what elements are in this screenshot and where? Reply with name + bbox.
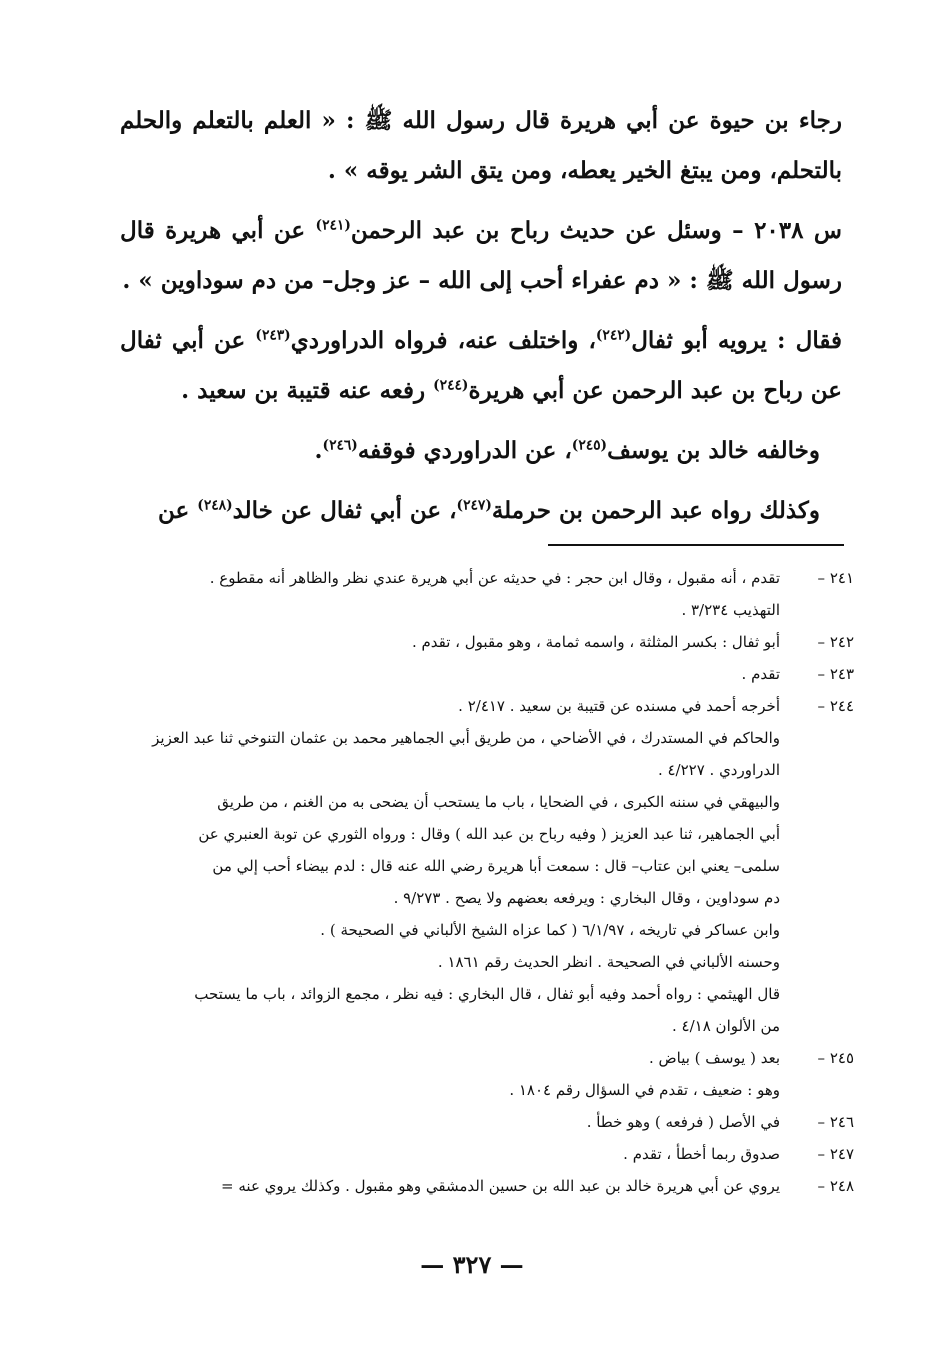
footnote-246 [128,1106,854,1138]
paragraph-text: ، عن الدراوردي فوقفه [357,437,572,464]
footnote-ref[interactable]: (٢٤٢) [595,327,632,344]
footnote-248 [128,1170,854,1202]
footnote-line: الدراوردي . ٤/٢٢٧ . [657,761,780,779]
footnote-ref[interactable]: (٢٤٧) [456,497,492,514]
paragraph-khalid [120,426,842,476]
paragraph-text: وكذلك رواه عبد الرحمن بن حرملة [491,497,820,524]
footnote-ref[interactable]: (٢٤٣) [255,327,291,344]
footnote-line: تقدم ، أنه مقبول ، وقال ابن حجر : في حديثه عن أبي هريرة عندي نظر والظاهر أنه مقطوع . [209,569,780,587]
footnote-line: في الأصل ( فرفعه ) وهو خطأ . [586,1113,780,1131]
footnote-243 [128,658,854,690]
paragraph-harmala [120,486,842,536]
footnote-number: ٢٤٨ – [817,1177,854,1195]
question-text: عن أبي هريرة قال رسول الله ﷺ : « دم عفراء أحب إلى الله – عز وجل– من دم سوداوين » . [120,217,842,294]
footnote-line: سلمى– يعني ابن عتاب– قال : سمعت أبا هريرة رضي الله عنه قال : لدم بيضاء أحب إلي من [212,857,780,875]
footnote-241 [128,562,854,626]
footnote-line: التهذيب ٣/٢٣٤ . [681,601,780,619]
footnote-245 [128,1042,854,1106]
footnote-line: تقدم . [741,665,780,683]
question-paragraph [120,206,842,306]
footnote-242 [128,626,854,658]
main-text [120,96,842,536]
footnote-ref[interactable]: (٢٤١) [315,217,351,234]
footnote-divider [548,544,844,546]
footnote-244 [128,690,854,1042]
footnote-number: ٢٤٦ – [817,1113,854,1131]
paragraph-text: عن [158,497,198,524]
footnote-line: أبي الجماهير، ثنا عبد العزيز ( وفيه رباح بن عبد الله ) وقال : ورواه الثوري عن توبة العنبري عن [198,825,780,843]
footnote-number: ٢٤٧ – [817,1145,854,1163]
footnote-line: دم سوداوين ، وقال البخاري : ويرفعه بعضهم ولا يصح . ٩/٢٧٣ . [393,889,780,907]
footnote-ref[interactable]: (٢٤٨) [197,497,233,514]
question-number: س ٢٠٣٨ – [732,217,842,244]
paragraph-text: . [314,437,323,464]
paragraph-text: وخالفه خالد بن يوسف [607,437,820,464]
footnote-line: يروي عن أبي هريرة خالد بن عبد الله بن حسين الدمشقي وهو مقبول . وكذلك يروي عنه = [221,1177,780,1195]
footnote-line: من الألوان ٤/١٨ . [672,1017,780,1035]
footnote-number: ٢٤٥ – [817,1049,854,1067]
footnote-line: قال الهيثمي : رواه أحمد وفيه أبو ثفال ، قال البخاري : فيه نظر ، مجمع الزوائد ، باب ما يستحب [194,985,780,1003]
footnote-number: ٢٤١ – [817,569,854,587]
page-number: — ٣٢٧ — [420,1250,524,1279]
footnote-247 [128,1138,854,1170]
footnote-line: وحسنه الألباني في الصحيحة . انظر الحديث رقم ١٨٦١ . [437,953,780,971]
footnote-line: والحاكم في المستدرك ، في الأضاحي ، من طريق أبي الجماهير محمد بن عثمان التنوخي ثنا عبد العزيز [152,729,780,747]
paragraph-text: ، عن أبي ثفال عن خالد [232,497,457,524]
footnote-line: وابن عساكر في تاريخه ، ٦/١/٩٧ ( كما عزاه الشيخ الألباني في الصحيحة ) . [320,921,780,939]
answer-text: ، واختلف عنه، فرواه الدراوردي [290,327,596,354]
paragraph-hadith-text: رجاء بن حيوة عن أبي هريرة قال رسول الله ﷺ : « العلم بالتعلم والحلم بالتحلم، ومن يبتغ الخير يعطه، ومن يتق الشر يوقه » . [120,107,842,184]
answer-text: فقال : يرويه أبو ثفال [631,327,842,354]
footnote-ref[interactable]: (٢٤٥) [571,437,608,454]
footnote-number: ٢٤٣ – [817,665,854,683]
question-text: وسئل عن حديث رباح بن عبد الرحمن [350,217,733,244]
footnote-line: صدوق ربما أخطأ ، تقدم . [623,1145,780,1163]
answer-paragraph [120,316,842,416]
footnote-ref[interactable]: (٢٤٤) [433,377,469,394]
footnotes [128,562,854,1202]
footnote-line: أخرجه أحمد في مسنده عن قتيبة بن سعيد . ٢/٤١٧ . [458,697,780,715]
footnote-ref[interactable]: (٢٤٦) [322,437,358,454]
footnote-number: ٢٤٤ – [817,697,854,715]
footnote-line: والبيهقي في سننه الكبرى ، في الضحايا ، باب ما يستحب أن يضحى به من الغنم ، من طريق [217,793,780,811]
footnote-line: بعد ( يوسف ) بياض . [648,1049,780,1067]
footnote-line: أبو ثفال : بكسر المثلثة ، واسمه ثمامة ، وهو مقبول ، تقدم . [411,633,780,651]
footnote-number: ٢٤٢ – [817,633,854,651]
footnote-line: وهو : ضعيف ، تقدم في السؤال رقم ١٨٠٤ . [509,1081,780,1099]
answer-text: عن أبي ثفال عن رباح بن عبد الرحمن عن أبي هريرة [120,327,842,404]
answer-text: رفعه عنه قتيبة بن سعيد . [181,377,434,404]
